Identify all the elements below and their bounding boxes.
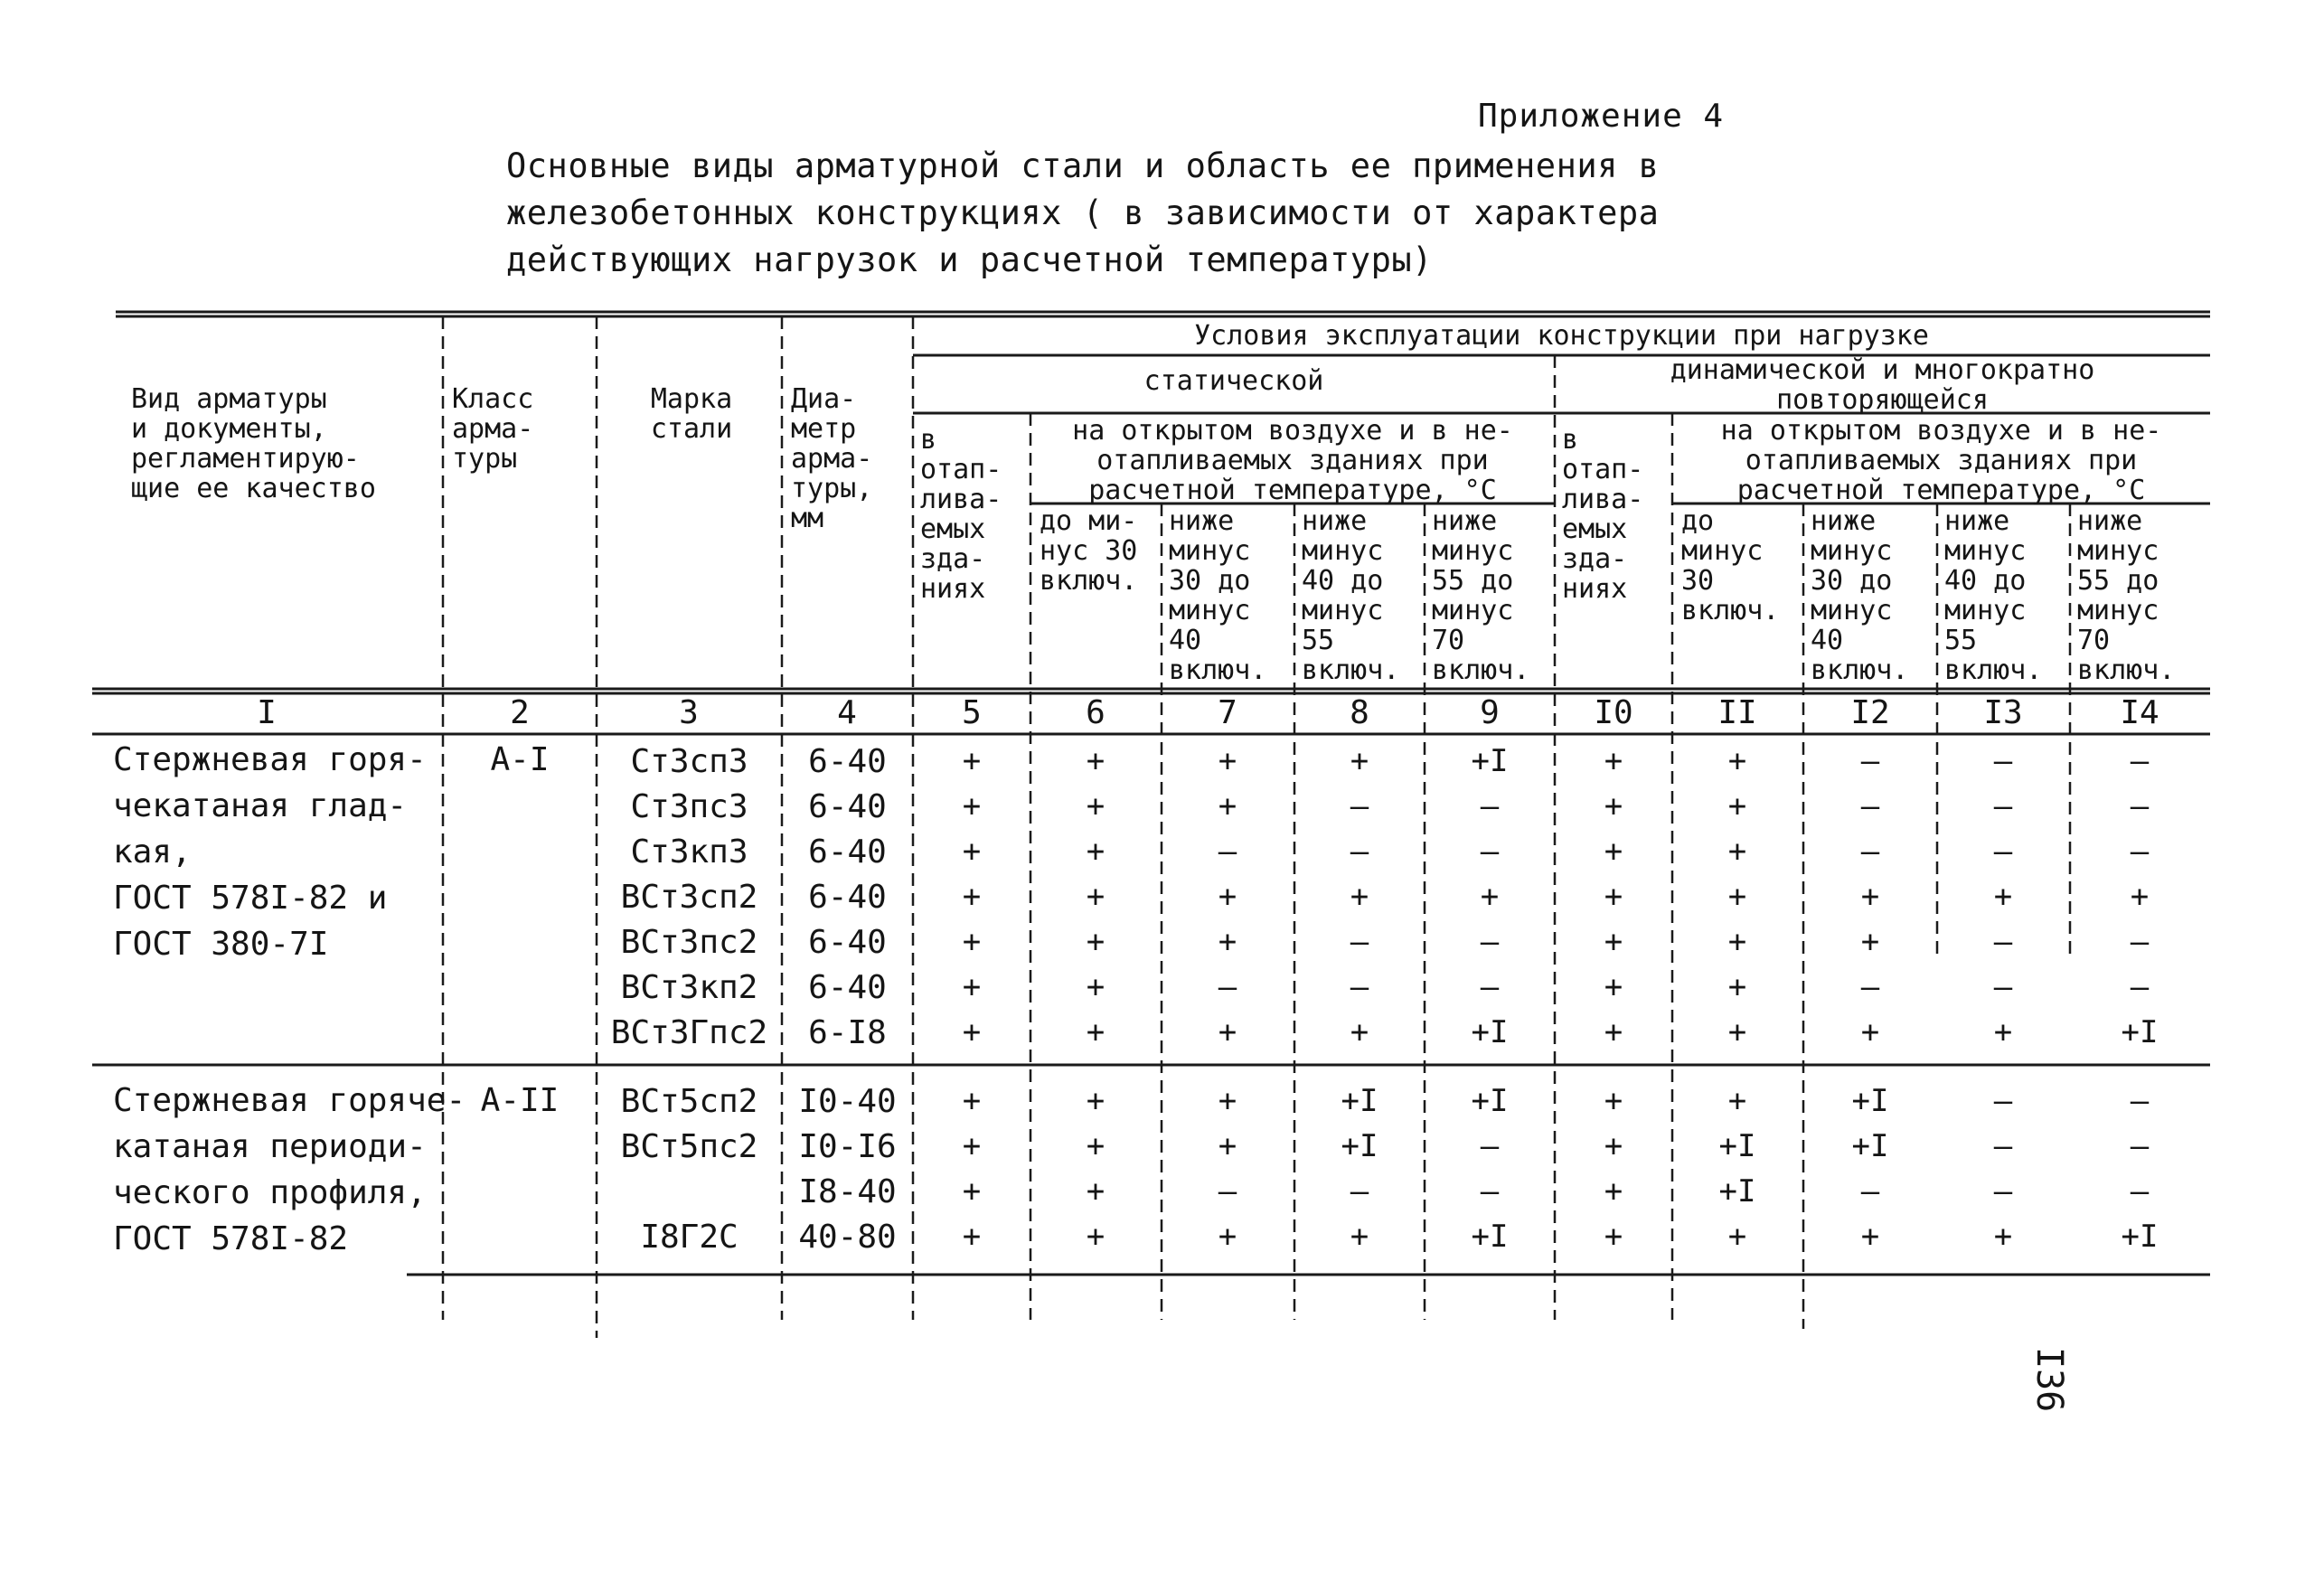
applicability-mark: + bbox=[1218, 788, 1237, 824]
column-number: 2 bbox=[510, 694, 530, 731]
steel-grade: ВСт3Гпс2 bbox=[610, 1014, 768, 1051]
applicability-mark: +I bbox=[2121, 1014, 2159, 1050]
applicability-mark: + bbox=[1218, 1128, 1237, 1164]
header-t2-dynamic: ниже минус 30 до минус 40 включ. bbox=[1811, 505, 1909, 686]
diameter: I0-I6 bbox=[798, 1128, 897, 1165]
group-1-class: А-I bbox=[490, 741, 550, 778]
applicability-mark: + bbox=[1218, 924, 1237, 960]
applicability-mark: +I bbox=[2121, 1219, 2159, 1255]
header-t1-dynamic: до минус 30 включ. bbox=[1681, 505, 1780, 626]
applicability-mark: + bbox=[1086, 879, 1106, 915]
applicability-mark: +I bbox=[1851, 1128, 1889, 1164]
applicability-mark: + bbox=[1086, 1173, 1106, 1210]
applicability-mark: + bbox=[962, 924, 982, 960]
applicability-mark: – bbox=[1860, 1173, 1880, 1210]
diameter: I0-40 bbox=[798, 1083, 897, 1120]
applicability-mark: + bbox=[1727, 879, 1747, 915]
applicability-mark: – bbox=[1993, 1083, 2013, 1119]
applicability-mark: – bbox=[1480, 833, 1500, 870]
steel-grade: Ст3пс3 bbox=[630, 788, 748, 825]
applicability-mark: – bbox=[1993, 924, 2013, 960]
diameter: 40-80 bbox=[798, 1219, 897, 1256]
applicability-mark: + bbox=[1604, 833, 1623, 870]
applicability-mark: + bbox=[1350, 1014, 1369, 1050]
column-number: I bbox=[257, 694, 277, 731]
applicability-mark: + bbox=[1604, 924, 1623, 960]
diameter: 6-40 bbox=[808, 743, 887, 780]
applicability-mark: +I bbox=[1718, 1128, 1756, 1164]
applicability-mark: + bbox=[1727, 788, 1747, 824]
applicability-mark: + bbox=[962, 969, 982, 1005]
column-number: 8 bbox=[1350, 694, 1369, 731]
applicability-mark: – bbox=[1480, 924, 1500, 960]
applicability-mark: +I bbox=[1471, 1219, 1509, 1255]
applicability-mark: + bbox=[2130, 879, 2150, 915]
group-2-description: Стержневая горяче- катаная периоди- ческого профиля, ГОСТ 578I-82 bbox=[113, 1082, 466, 1257]
applicability-mark: – bbox=[1860, 969, 1880, 1005]
header-dynamic: динамической и многократно повторяющейся bbox=[1670, 354, 2095, 416]
applicability-mark: + bbox=[1727, 969, 1747, 1005]
applicability-mark: + bbox=[1860, 1219, 1880, 1255]
applicability-mark: + bbox=[1086, 1083, 1106, 1119]
applicability-mark: + bbox=[1350, 743, 1369, 779]
applicability-mark: – bbox=[1480, 969, 1500, 1005]
applicability-mark: + bbox=[1086, 924, 1106, 960]
applicability-mark: + bbox=[1604, 1083, 1623, 1119]
applicability-mark: – bbox=[1860, 743, 1880, 779]
applicability-mark: + bbox=[1727, 1014, 1747, 1050]
applicability-mark: – bbox=[1350, 833, 1369, 870]
applicability-mark: + bbox=[1993, 1014, 2013, 1050]
applicability-mark: + bbox=[1727, 833, 1747, 870]
applicability-mark: – bbox=[2130, 1083, 2150, 1119]
applicability-mark: – bbox=[1350, 1173, 1369, 1210]
applicability-mark: + bbox=[1604, 1173, 1623, 1210]
column-number: I3 bbox=[1983, 694, 2023, 731]
applicability-mark: + bbox=[1727, 924, 1747, 960]
applicability-mark: + bbox=[1604, 1219, 1623, 1255]
group-1-description: Стержневая горя- чекатаная глад- кая, ГОСТ 578I-82 и ГОСТ 380-7I bbox=[113, 741, 427, 963]
applicability-mark: – bbox=[1993, 833, 2013, 870]
header-diameter: Диа- метр арма- туры, мм bbox=[791, 383, 873, 534]
title-line-3: действующих нагрузок и расчетной температуры) bbox=[506, 240, 1433, 279]
header-heated-static: в отап- лива- емых зда- ниях bbox=[920, 424, 1002, 605]
applicability-mark: + bbox=[1604, 788, 1623, 824]
column-number: 7 bbox=[1218, 694, 1237, 731]
applicability-mark: – bbox=[1350, 788, 1369, 824]
applicability-mark: – bbox=[1860, 833, 1880, 870]
header-t4-dynamic: ниже минус 55 до минус 70 включ. bbox=[2077, 505, 2176, 686]
header-class: Класс арма- туры bbox=[452, 383, 534, 475]
applicability-mark: + bbox=[1993, 879, 2013, 915]
applicability-mark: +I bbox=[1471, 1083, 1509, 1119]
appendix-label: Приложение 4 bbox=[1478, 98, 1725, 135]
column-number: I4 bbox=[2120, 694, 2159, 731]
applicability-mark: – bbox=[1218, 1173, 1237, 1210]
applicability-mark: +I bbox=[1471, 1014, 1509, 1050]
applicability-mark: + bbox=[1727, 1219, 1747, 1255]
column-number: 3 bbox=[679, 694, 699, 731]
applicability-mark: + bbox=[1604, 1128, 1623, 1164]
applicability-mark: + bbox=[962, 1014, 982, 1050]
column-number: I0 bbox=[1594, 694, 1633, 731]
applicability-mark: – bbox=[1480, 1128, 1500, 1164]
applicability-mark: + bbox=[1604, 969, 1623, 1005]
applicability-mark: + bbox=[1860, 879, 1880, 915]
applicability-mark: +I bbox=[1341, 1128, 1378, 1164]
applicability-mark: + bbox=[1604, 879, 1623, 915]
applicability-mark: – bbox=[1480, 1173, 1500, 1210]
applicability-mark: + bbox=[962, 1128, 982, 1164]
applicability-mark: + bbox=[1218, 743, 1237, 779]
applicability-mark: + bbox=[1860, 924, 1880, 960]
applicability-mark: + bbox=[1086, 1014, 1106, 1050]
column-number: 4 bbox=[837, 694, 857, 731]
applicability-mark: + bbox=[1350, 879, 1369, 915]
applicability-mark: + bbox=[1086, 743, 1106, 779]
steel-grade: Ст3кп3 bbox=[630, 833, 748, 871]
applicability-mark: + bbox=[1480, 879, 1500, 915]
applicability-mark: – bbox=[1218, 969, 1237, 1005]
steel-grade: ВСт5пс2 bbox=[620, 1128, 758, 1165]
applicability-mark: + bbox=[1727, 743, 1747, 779]
header-t1-static: до ми- нус 30 включ. bbox=[1040, 505, 1138, 597]
applicability-mark: – bbox=[2130, 1173, 2150, 1210]
applicability-mark: – bbox=[2130, 833, 2150, 870]
applicability-mark: + bbox=[1086, 1219, 1106, 1255]
title-line-2: железобетонных конструкциях ( в зависимости от характера bbox=[506, 193, 1660, 232]
applicability-mark: +I bbox=[1471, 743, 1509, 779]
diameter: 6-40 bbox=[808, 879, 887, 916]
applicability-mark: – bbox=[2130, 788, 2150, 824]
applicability-mark: – bbox=[1993, 788, 2013, 824]
page-number: I36 bbox=[2028, 1347, 2070, 1413]
diameter: I8-40 bbox=[798, 1173, 897, 1210]
column-number: II bbox=[1717, 694, 1757, 731]
header-t4-static: ниже минус 55 до минус 70 включ. bbox=[1432, 505, 1530, 686]
applicability-mark: + bbox=[1993, 1219, 2013, 1255]
diameter: 6-40 bbox=[808, 788, 887, 825]
applicability-mark: – bbox=[1993, 743, 2013, 779]
steel-grade: Ст3сп3 bbox=[630, 743, 748, 780]
title-line-1: Основные виды арматурной стали и область ее применения в bbox=[506, 146, 1660, 185]
diameter: 6-40 bbox=[808, 969, 887, 1006]
diameter: 6-40 bbox=[808, 833, 887, 871]
group-2-class: А-II bbox=[480, 1082, 560, 1119]
steel-grade: ВСт5сп2 bbox=[620, 1083, 758, 1120]
applicability-mark: – bbox=[1860, 788, 1880, 824]
applicability-mark: + bbox=[962, 743, 982, 779]
column-number: I2 bbox=[1850, 694, 1890, 731]
applicability-mark: +I bbox=[1851, 1083, 1889, 1119]
steel-grade: I8Г2С bbox=[640, 1219, 739, 1256]
applicability-mark: – bbox=[2130, 743, 2150, 779]
applicability-mark: – bbox=[1993, 1173, 2013, 1210]
applicability-mark: – bbox=[1218, 833, 1237, 870]
column-number: 6 bbox=[1086, 694, 1106, 731]
header-outdoor-static: на открытом воздухе и в не- отапливаемых зданиях при расчетной температуре, °С bbox=[1072, 415, 1513, 506]
applicability-mark: + bbox=[962, 1173, 982, 1210]
steel-grade: ВСт3пс2 bbox=[620, 924, 758, 961]
applicability-mark: + bbox=[962, 1219, 982, 1255]
applicability-mark: – bbox=[2130, 969, 2150, 1005]
applicability-mark: + bbox=[962, 879, 982, 915]
applicability-mark: + bbox=[1218, 1219, 1237, 1255]
applicability-mark: – bbox=[2130, 1128, 2150, 1164]
column-number: 5 bbox=[962, 694, 982, 731]
applicability-mark: +I bbox=[1341, 1083, 1378, 1119]
diameter: 6-I8 bbox=[808, 1014, 887, 1051]
applicability-mark: + bbox=[1218, 879, 1237, 915]
header-view: Вид арматуры и документы, регламентирую- щие ее качество bbox=[131, 383, 376, 504]
applicability-mark: +I bbox=[1718, 1173, 1756, 1210]
applicability-mark: – bbox=[2130, 924, 2150, 960]
applicability-mark: + bbox=[1860, 1014, 1880, 1050]
header-static: статической bbox=[1143, 365, 1324, 397]
header-t3-static: ниже минус 40 до минус 55 включ. bbox=[1302, 505, 1400, 686]
applicability-mark: – bbox=[1350, 969, 1369, 1005]
applicability-mark: – bbox=[1350, 924, 1369, 960]
header-conditions: Условия эксплуатации конструкции при нагрузке bbox=[1194, 320, 1929, 352]
header-outdoor-dynamic: на открытом воздухе и в не- отапливаемых зданиях при расчетной температуре, °С bbox=[1720, 415, 2162, 506]
applicability-mark: + bbox=[1218, 1083, 1237, 1119]
applicability-mark: + bbox=[1086, 788, 1106, 824]
applicability-mark: – bbox=[1993, 1128, 2013, 1164]
applicability-mark: – bbox=[1993, 969, 2013, 1005]
applicability-mark: + bbox=[1727, 1083, 1747, 1119]
header-t2-static: ниже минус 30 до минус 40 включ. bbox=[1169, 505, 1267, 686]
steel-grade: ВСт3кп2 bbox=[620, 969, 758, 1006]
diameter: 6-40 bbox=[808, 924, 887, 961]
header-t3-dynamic: ниже минус 40 до минус 55 включ. bbox=[1944, 505, 2043, 686]
header-steel-grade: Марка стали bbox=[650, 383, 733, 445]
header-heated-dynamic: в отап- лива- емых зда- ниях bbox=[1562, 424, 1644, 605]
applicability-mark: + bbox=[1350, 1219, 1369, 1255]
applicability-mark: + bbox=[962, 788, 982, 824]
applicability-mark: + bbox=[962, 1083, 982, 1119]
applicability-mark: + bbox=[1086, 833, 1106, 870]
applicability-mark: + bbox=[1604, 1014, 1623, 1050]
applicability-mark: + bbox=[1604, 743, 1623, 779]
steel-grade: ВСт3сп2 bbox=[620, 879, 758, 916]
applicability-mark: + bbox=[1086, 1128, 1106, 1164]
applicability-mark: – bbox=[1480, 788, 1500, 824]
applicability-mark: + bbox=[1086, 969, 1106, 1005]
column-number: 9 bbox=[1480, 694, 1500, 731]
applicability-mark: + bbox=[1218, 1014, 1237, 1050]
applicability-mark: + bbox=[962, 833, 982, 870]
